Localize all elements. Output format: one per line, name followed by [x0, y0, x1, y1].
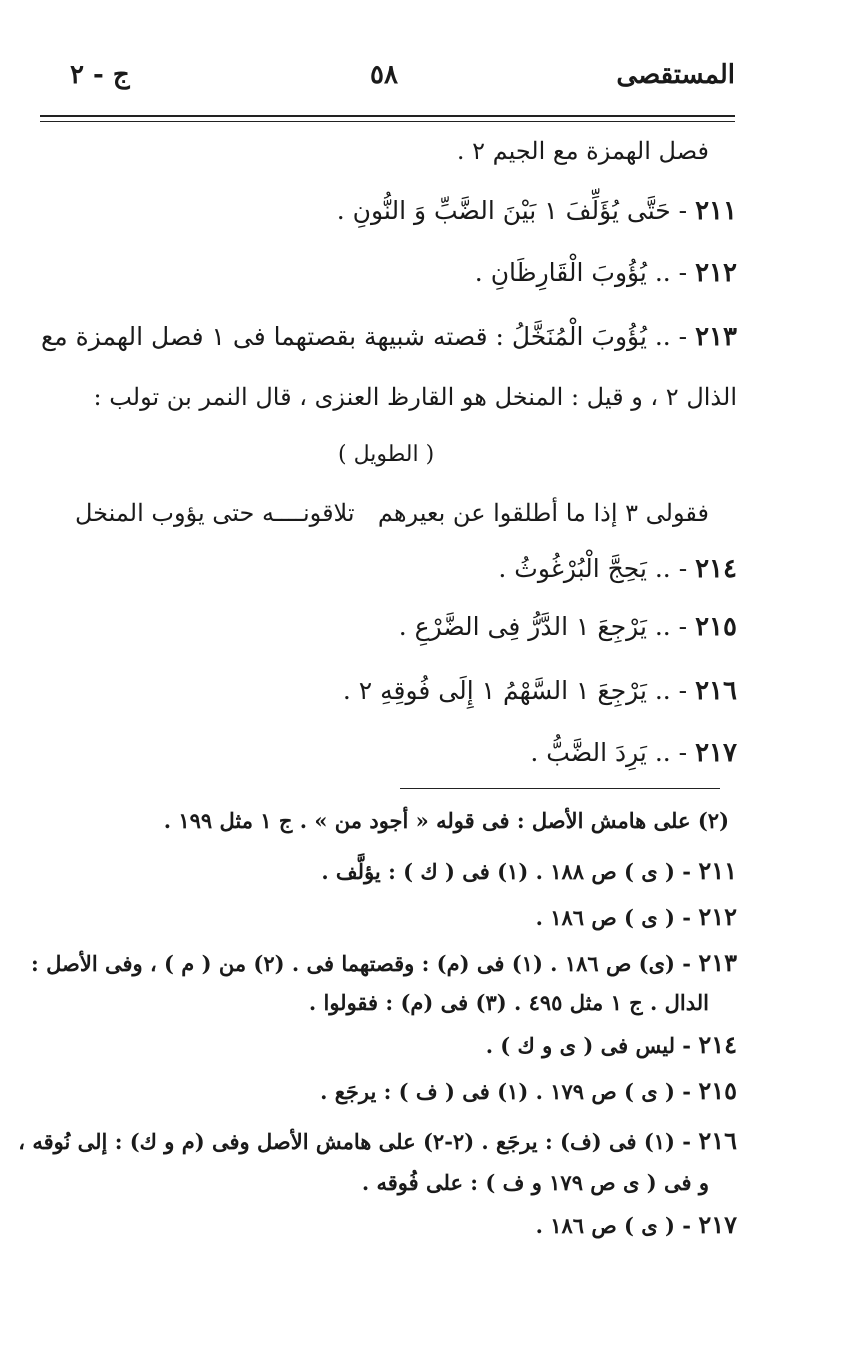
- footnote-text: - ( ى ) ص ١٨٨ . (١) فى ( ك ) : يؤلَّف .: [321, 859, 692, 884]
- entry-text: - .. يَرِدَ الضَّبُّ .: [530, 738, 688, 767]
- footnote-number: ٢١٤: [698, 1030, 737, 1059]
- footnote-text: - ( ى ) ص ١٧٩ . (١) فى ( ف ) : يرجَع .: [320, 1079, 692, 1104]
- footnote-213: [31, 948, 737, 979]
- footnote-214: [486, 1030, 737, 1061]
- footnote-211: [321, 856, 737, 887]
- entry-211: [337, 194, 737, 228]
- book-title: المستقصى: [616, 60, 735, 90]
- footnote-number: ٢١٥: [698, 1076, 737, 1105]
- entry-214: [498, 552, 737, 586]
- entry-216: [343, 674, 737, 708]
- footnote-text: - (ى) ص ١٨٦ . (١) فى (م) : وقصتهما فى . (٢) من ( م ) ، وفى الأصل :: [31, 951, 692, 976]
- footnote-number: ٢١٣: [698, 948, 737, 977]
- footnote-number: ٢١٢: [698, 902, 737, 931]
- footnote-212: [536, 902, 737, 933]
- page-number: ٥٨: [370, 60, 398, 90]
- entry-215: [399, 610, 737, 644]
- footnote-217: [536, 1210, 737, 1241]
- footnote-separator: [400, 788, 720, 789]
- footnote-text: - ( ى ) ص ١٨٦ .: [535, 905, 692, 930]
- entry-number: ٢١١: [695, 196, 737, 226]
- entry-number: ٢١٧: [695, 738, 737, 768]
- header-rule-thin: [40, 121, 735, 122]
- entry-text: - حَتَّى يُؤَلِّفَ ١ بَيْنَ الضَّبِّ وَ النُّونِ .: [336, 196, 688, 225]
- footnote-number: ٢١٧: [698, 1210, 737, 1239]
- header-rule: [40, 115, 735, 117]
- running-header: [40, 60, 735, 104]
- meter-label: ( الطويل ): [338, 442, 435, 467]
- entry-number: ٢١٣: [695, 322, 737, 352]
- entry-number: ٢١٢: [695, 258, 737, 288]
- footnote-number: ٢١٦: [698, 1126, 737, 1155]
- footnote-intro: (٢) على هامش الأصل : فى قوله « أجود من » . ج ١ مثل ١٩٩ .: [163, 808, 729, 833]
- footnote-text: - ليس فى ( ى و ك ) .: [485, 1033, 692, 1058]
- entry-213-continuation: الذال ٢ ، و قيل : المنخل هو القارظ العنزى ، قال النمر بن تولب :: [93, 383, 737, 411]
- footnote-215: [320, 1076, 737, 1107]
- entry-number: ٢١٦: [695, 676, 737, 706]
- entry-number: ٢١٥: [695, 612, 737, 642]
- entry-text: - .. يَرْجِعَ ١ الدَّرُّ فِى الضَّرْعِ .: [398, 612, 688, 641]
- verse-first-hemistich: فقولى ٣ إذا ما أطلقوا عن بعيرهم: [377, 499, 709, 527]
- footnote-number: ٢١١: [698, 856, 737, 885]
- footnote-text: - (١) فى (ف) : يرجَع . (٢-٢) على هامش الأصل وفى (م و ك) : إلى نُوقه ،: [18, 1129, 692, 1154]
- entry-text: - .. يُؤُوبَ الْقَارِظَانِ .: [474, 258, 688, 287]
- entry-text: - .. يَرْجِعَ ١ السَّهْمُ ١ إِلَى فُوقِهِ ٢ .: [342, 676, 688, 705]
- verse-second-hemistich: تلاقونــــه حتى يؤوب المنخل: [75, 499, 355, 527]
- entry-213: [41, 320, 737, 354]
- footnote-216-continuation: و فى ( ى ص ١٧٩ و ف ) : على فُوقه .: [361, 1170, 709, 1195]
- entry-text: - .. يَحِجَّ الْبُرْغُوثُ .: [498, 554, 688, 583]
- entry-number: ٢١٤: [695, 554, 737, 584]
- entry-212: [475, 256, 737, 290]
- section-heading: فصل الهمزة مع الجيم ٢ .: [456, 137, 709, 165]
- volume-label: ج - ٢: [70, 60, 130, 90]
- entry-217: [530, 736, 737, 770]
- footnote-216: [18, 1126, 737, 1157]
- footnote-text: - ( ى ) ص ١٨٦ .: [535, 1213, 692, 1238]
- footnote-213-continuation: الدال . ج ١ مثل ٤٩٥ . (٣) فى (م) : فقولوا .: [308, 990, 709, 1015]
- entry-text: - .. يُؤُوبَ الْمُنَخَّلُ : قصته شبيهة بقصتهما فى ١ فصل الهمزة مع: [41, 322, 688, 351]
